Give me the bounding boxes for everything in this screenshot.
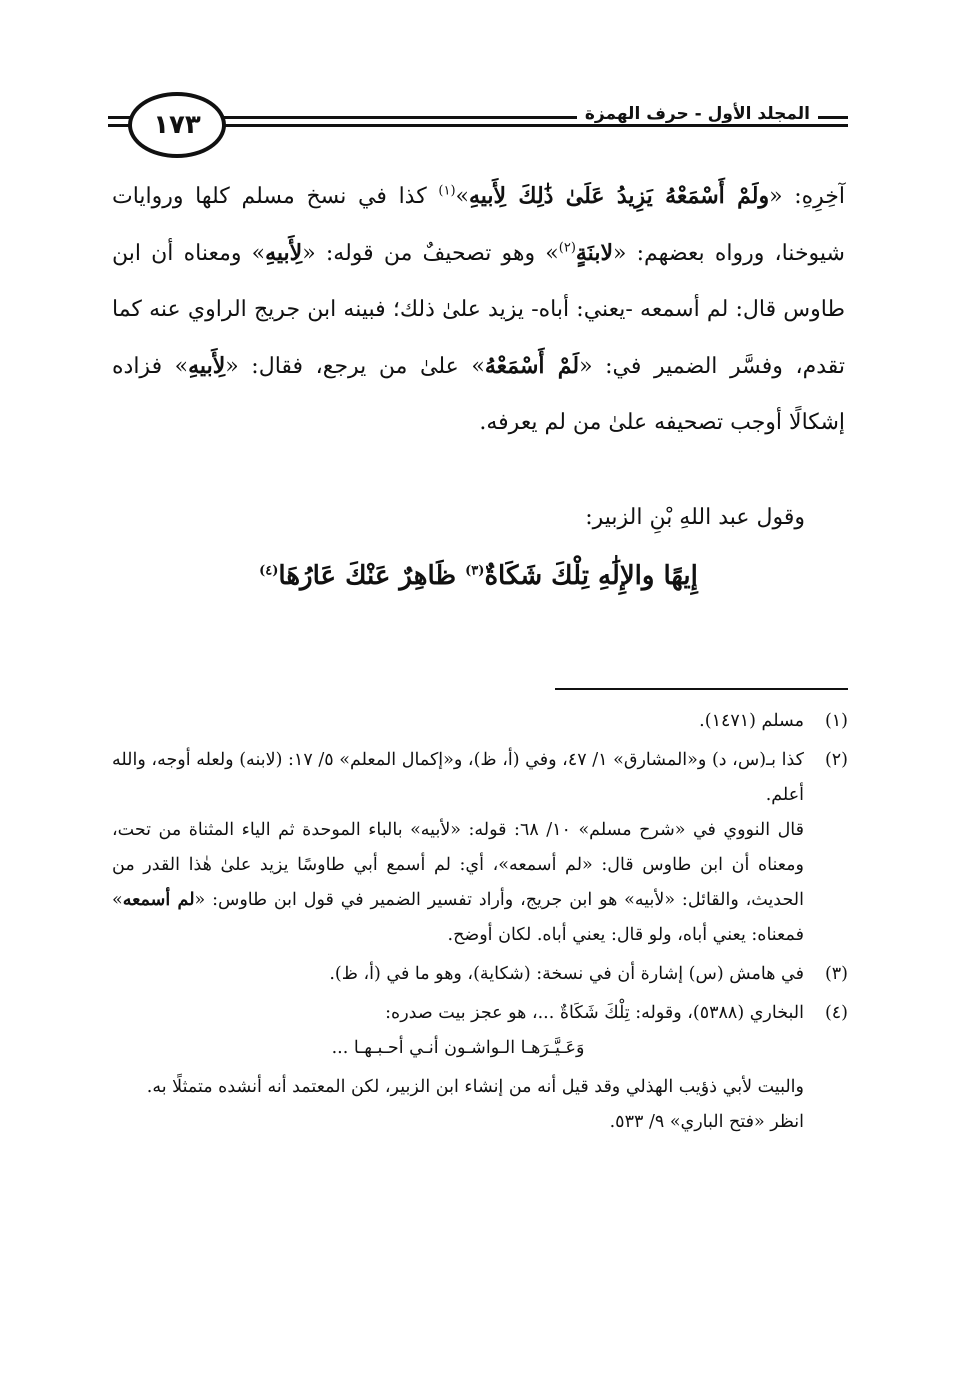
quoted-phrase: ولَمْ أَسْمَعْهُ يَزِيدُ عَلَىٰ ذَٰلِكَ لِأَبيهِ xyxy=(468,183,770,209)
footnote-number: (٤) xyxy=(824,1003,848,1023)
footnote-ref-2[interactable]: (٢) xyxy=(558,240,576,256)
footnotes xyxy=(112,704,848,1140)
footnote-number: (٣) xyxy=(824,964,848,984)
footnote-text: كذا بـ(س، د) و«المشارق» ١/ ٤٧، وفي (أ، ظ)، و«إكمال المعلم» ٥/ ١٧: (لابنه) ولعله أوجه، والله أعلم. xyxy=(112,750,805,805)
footnote-text: البخاري (٥٣٨٨)، وقوله: تِلْكَ شَكَاةٌ ...، هو عجز بيت صدره: xyxy=(385,1003,804,1023)
page-number: ١٧٣ xyxy=(128,92,226,158)
footnote-ref-1[interactable]: (١) xyxy=(438,183,456,199)
quoted-phrase: لِأَبيهِ xyxy=(188,353,226,379)
text-run: كذا في نسخ مسلم كلها وروايات شيوخنا، ورواه بعضهم: « xyxy=(112,184,845,266)
page-header xyxy=(108,92,848,152)
footnote-4-reference: انظر «فتح الباري» ٩/ ٥٣٣. xyxy=(609,1112,804,1132)
quoted-phrase: لِأَبيهِ xyxy=(265,240,303,266)
text-run: » ومعناه أن ابن طاوس قال: لم أسمعه -يعني: أباه- يزيد علىٰ ذلك؛ فبينه ابن جريج الراوي عنه كما تقدم، وفسَّر الضمير في: « xyxy=(112,241,845,379)
footnote-text: مسلم (١٤٧١). xyxy=(699,711,804,731)
verse-part: ظَاهِرٌ عَنْكَ عَارُهَا xyxy=(278,561,466,591)
footnote-number: (١) xyxy=(824,711,848,731)
footnote-3 xyxy=(112,957,848,992)
footnote-number: (٢) xyxy=(824,750,848,770)
poem-line: وَعَـيَّـرَهـا الـواشـون أنـي أحـبـهـا ... xyxy=(331,1038,585,1058)
text-run: قال النووي في «شرح مسلم» ١٠/ ٦٨: قوله: «لأبيه» بالباء الموحدة ثم الياء المثناة من تحت، ومعناه أن ابن طاوس قال: «لم أسمعه»، أي: لم أسمع أبي طاوسًا يزيد علىٰ هٰذا القدر من الحديث، والقائل: «لأبيه» هو ابن جريج، وأراد تفسير الضمير في قول ابن طاوس: « xyxy=(112,820,804,910)
running-title: المجلد الأول - حرف الهمزة xyxy=(577,104,818,124)
text-run: » علىٰ من يرجع، فقال: « xyxy=(225,354,485,379)
quoted-phrase: لَمْ أَسْمَعْهُ xyxy=(484,353,580,379)
quoted-phrase: لم أسمعه xyxy=(122,890,195,910)
footnote-continuation xyxy=(112,813,804,953)
main-paragraph xyxy=(112,168,845,451)
quoted-phrase: لابنَةٍ xyxy=(575,240,613,266)
poetry-verse xyxy=(112,556,845,596)
footnote-4-continuation: والبيت لأبي ذؤيب الهذلي وقد قيل أنه من إنشاء ابن الزبير، لكن المعتمد أنه أنشده متمثلًا به. xyxy=(146,1077,804,1097)
text-run: » xyxy=(455,184,469,209)
text-run: آخِرِهِ: « xyxy=(769,184,846,209)
verse-intro: وقول عبد اللهِ بْنِ الزبير: xyxy=(585,505,805,530)
footnote-ref-4[interactable]: (٤) xyxy=(259,563,279,579)
footnote-text: في هامش (س) إشارة أن في نسخة: (شكاية)، وهو ما في (أ، ظ). xyxy=(329,964,804,984)
verse-part: إِيهًا والإِلَٰهِ تِلْكَ شَكَاةٌ xyxy=(484,561,698,591)
footnote-2 xyxy=(112,743,848,953)
text-run: » فمعناه: يعني أباه، ولو قال: يعني أباه. لكان أوضح. xyxy=(112,890,804,945)
footnote-1 xyxy=(112,704,848,739)
footnote-separator xyxy=(555,688,848,690)
text-run: » وهو تصحيفٌ من قوله: « xyxy=(302,241,559,266)
footnote-4 xyxy=(112,996,848,1066)
footnote-ref-3[interactable]: (٣) xyxy=(465,563,485,579)
text-run: » فزاده إشكالًا أوجب تصحيفه علىٰ من لم يعرفه. xyxy=(112,354,845,435)
